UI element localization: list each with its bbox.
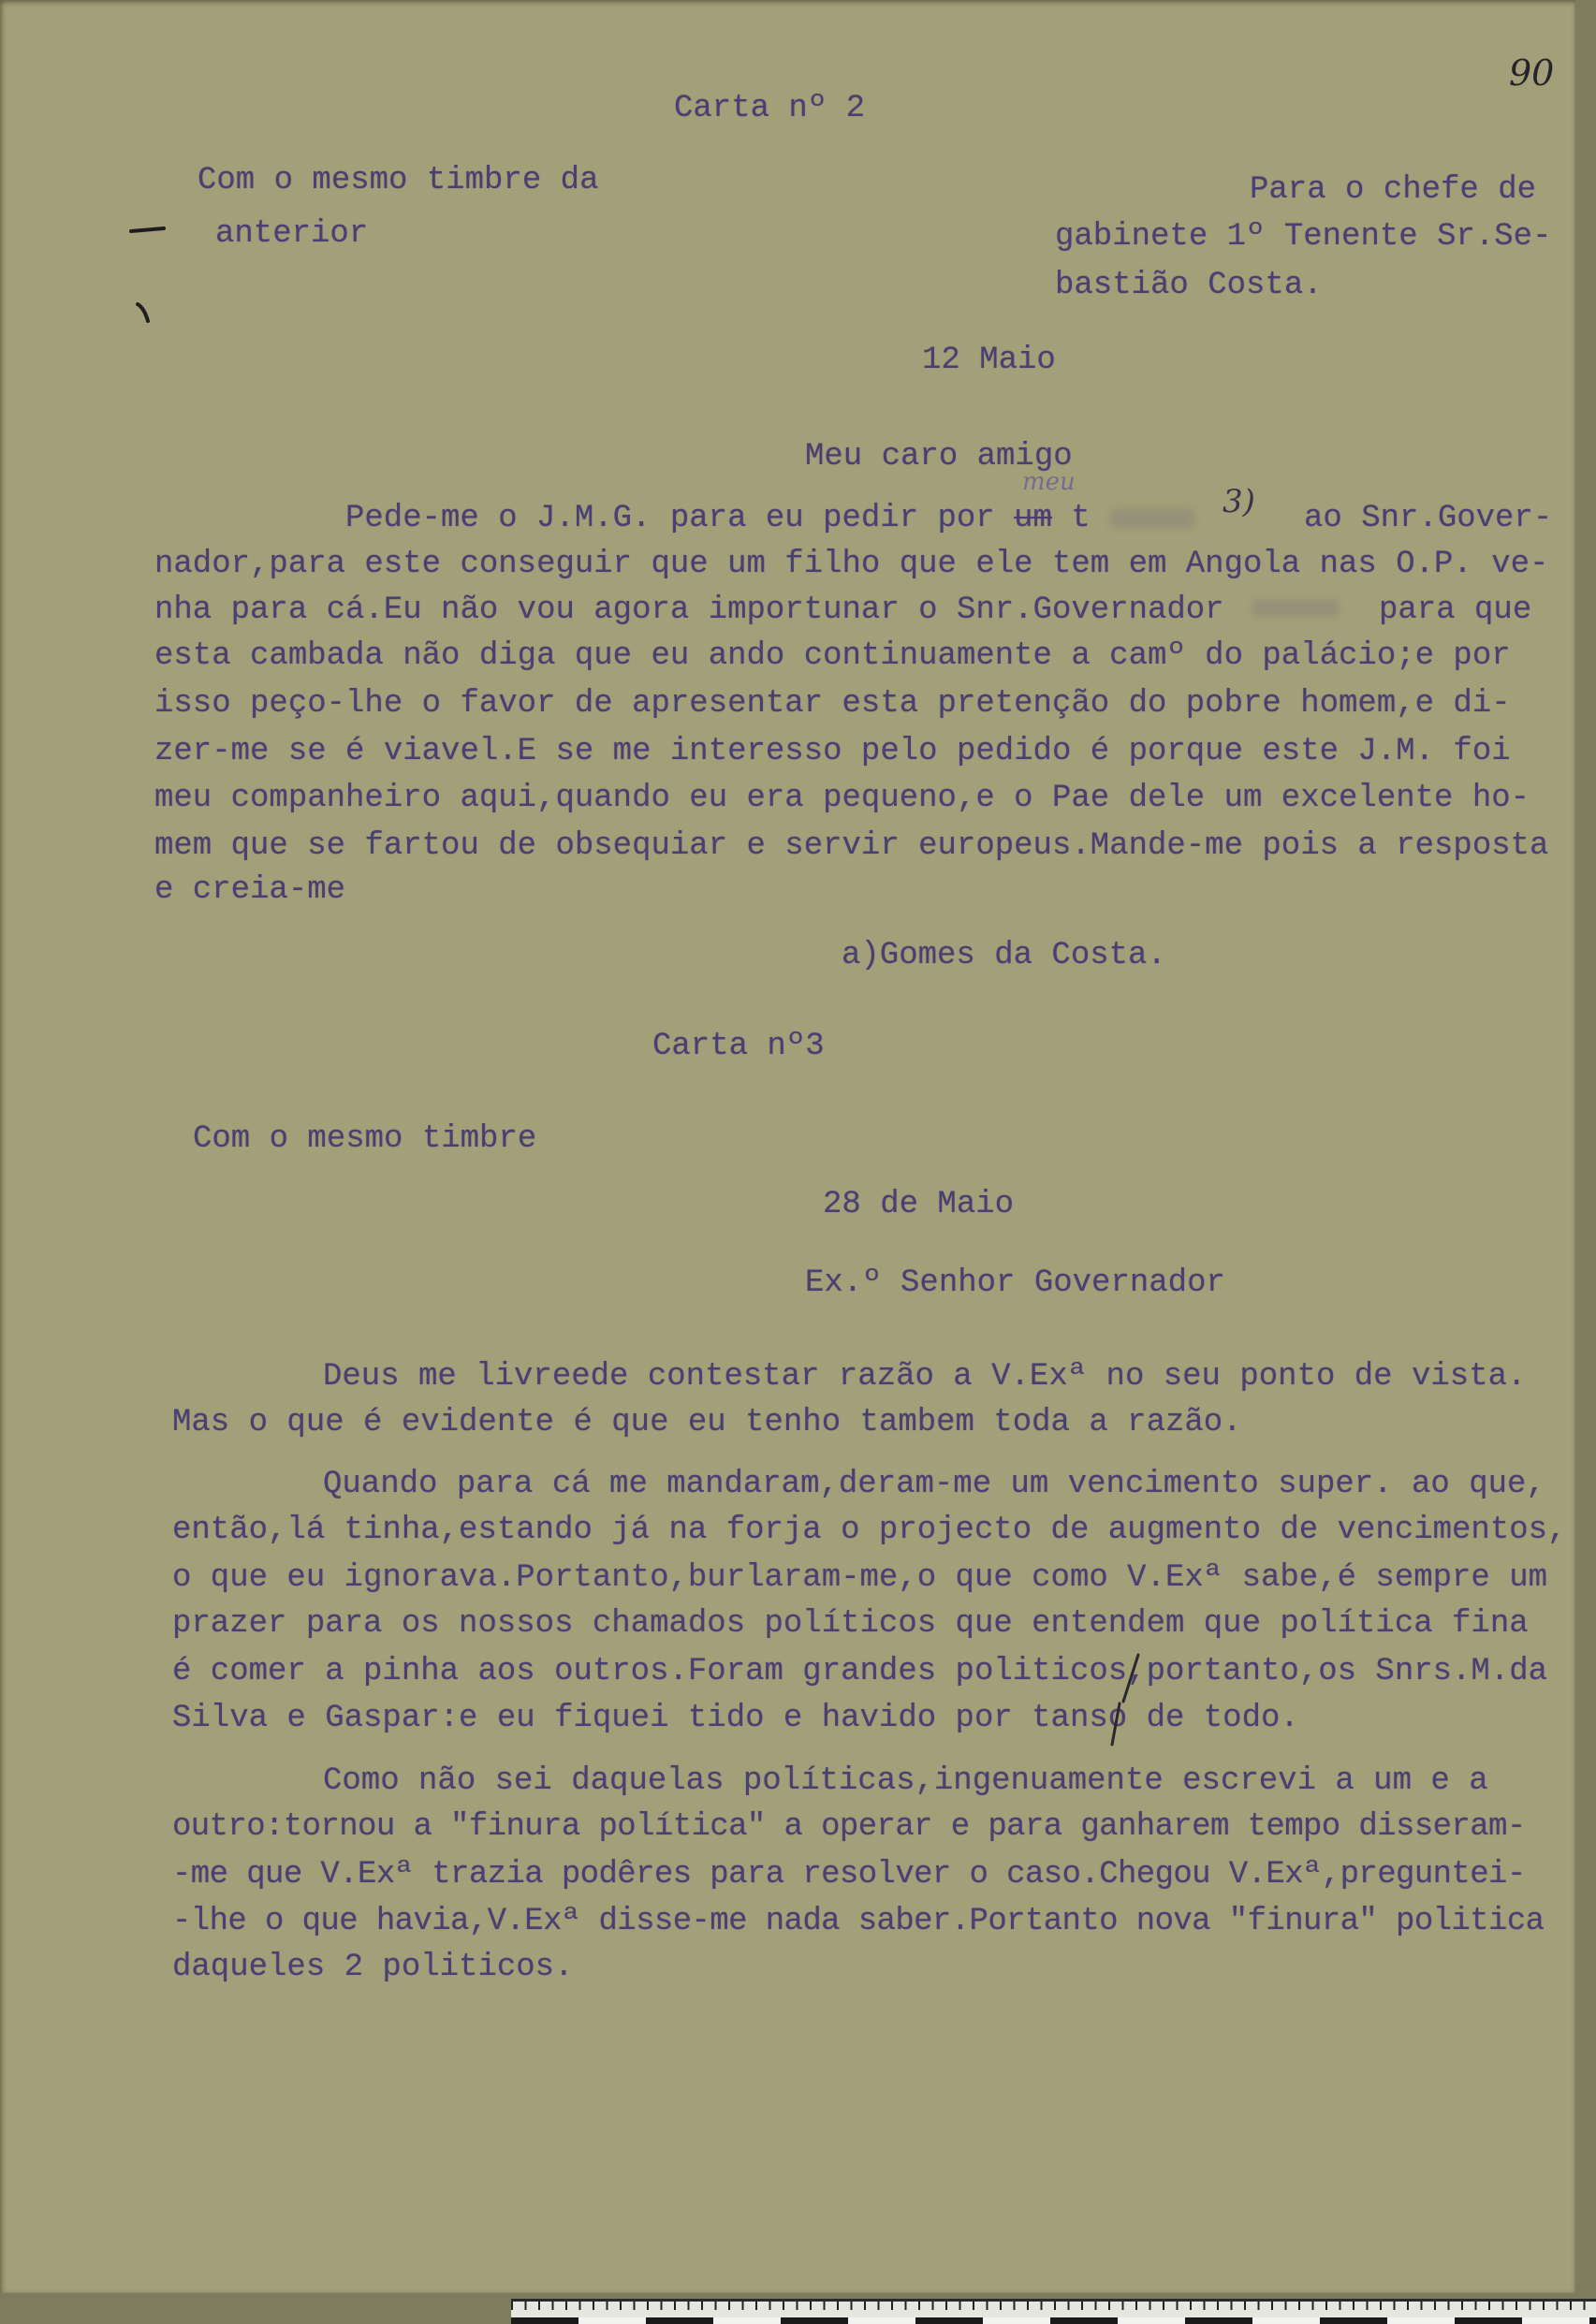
letter-3-body-line: o que eu ignorava.Portanto,burlaram-me,o que como V.Exª sabe,é sempre um [172, 1560, 1548, 1596]
letter-2-body-line-end: para que [1379, 592, 1532, 628]
folio-number: 90 [1509, 52, 1555, 94]
body-text: t [1071, 501, 1091, 536]
letter-3-body-line: Quando para cá me mandaram,deram-me um vencimento super. ao que, [323, 1467, 1545, 1502]
handwritten-correction: 3) [1223, 483, 1255, 520]
letter-2-heading: Carta nº 2 [674, 91, 866, 126]
letter-3-letterhead-note: Com o mesmo timbre [193, 1121, 537, 1157]
scale-ruler [511, 2299, 1596, 2324]
letter-2-recipient-line: Para o chefe de [1250, 172, 1537, 208]
ruler-ticks [511, 2302, 1596, 2310]
erased-text-smudge [1252, 600, 1339, 617]
erased-text-smudge [1110, 509, 1194, 528]
letter-2-letterhead-note-line: anterior [215, 216, 369, 252]
letter-2-signature: a)Gomes da Costa. [842, 938, 1166, 973]
letter-3-body-line: -lhe o que havia,V.Exª disse-me nada saber.Portanto nova "finura" politica [172, 1904, 1545, 1939]
letter-2-body-line: isso peço-lhe o favor de apresentar esta pretenção do pobre homem,e di- [154, 686, 1511, 722]
letter-3-body-line: Como não sei daquelas políticas,ingenuamente escrevi a um e a [323, 1763, 1488, 1799]
struck-word: um [1014, 501, 1052, 536]
letter-2-body-line: nador,para este conseguir que um filho que ele tem em Angola nas O.P. ve- [154, 547, 1549, 582]
letter-2-recipient-line: bastião Costa. [1055, 268, 1323, 303]
letter-2-body-line: meu companheiro aqui,quando eu era pequeno,e o Pae dele um excelente ho- [154, 781, 1530, 816]
letter-2-body-line: e creia-me [154, 872, 346, 908]
letter-2-body-line: zer-me se é viavel.E se me interesso pelo pedido é porque este J.M. foi [154, 734, 1511, 769]
letter-2-recipient-line: gabinete 1º Tenente Sr.Se- [1055, 219, 1552, 255]
letter-2-body-line-end: ao Snr.Gover- [1304, 501, 1553, 536]
letter-3-body-line: Deus me livreede contestar razão a V.Exª no seu ponto de vista. [323, 1359, 1527, 1395]
letter-2-body-line: mem que se fartou de obsequiar e servir europeus.Mande-me pois a resposta [154, 828, 1549, 864]
letter-3-heading: Carta nº3 [652, 1029, 825, 1064]
letter-3-body-line: prazer para os nossos chamados políticos que entendem que política fina [172, 1606, 1529, 1642]
letter-2-body-line: nha para cá.Eu não vou agora importunar o Snr.Governador [154, 592, 1224, 628]
letter-2-body-line: esta cambada não diga que eu ando continuamente a camº do palácio;e por [154, 638, 1511, 674]
letter-3-body-line: -me que V.Exª trazia podêres para resolver o caso.Chegou V.Exª,preguntei- [172, 1857, 1526, 1893]
handwritten-annotation: meu [1022, 468, 1076, 496]
letter-3-body-line: então,lá tinha,estando já na forja o projecto de augmento de vencimentos, [172, 1513, 1567, 1548]
ruler-blocks [511, 2317, 1596, 2324]
letter-3-body-line: Mas o que é evidente é que eu tenho tambem toda a razão. [172, 1405, 1242, 1440]
letter-3-body-line: é comer a pinha aos outros.Foram grandes politicos,portanto,os Snrs.M.da [172, 1654, 1548, 1689]
letter-3-body-line: outro:tornou a "finura política" a operar e para ganharem tempo disseram- [172, 1809, 1526, 1845]
letter-3-body-line: Silva e Gaspar:e eu fiquei tido e havido por tanso de todo. [172, 1701, 1299, 1736]
letter-3-date: 28 de Maio [823, 1187, 1015, 1222]
letter-2-body-line [345, 500, 1091, 537]
letter-2-salutation: Meu caro amigo [805, 439, 1073, 475]
letter-3-body-line: daqueles 2 politicos. [172, 1950, 574, 1985]
body-text: Pede-me o J.M.G. para eu pedir por [345, 501, 995, 536]
letter-3-salutation: Ex.º Senhor Governador [805, 1265, 1225, 1301]
letter-2-date: 12 Maio [922, 343, 1056, 378]
letter-2-letterhead-note-line: Com o mesmo timbre da [198, 163, 599, 198]
